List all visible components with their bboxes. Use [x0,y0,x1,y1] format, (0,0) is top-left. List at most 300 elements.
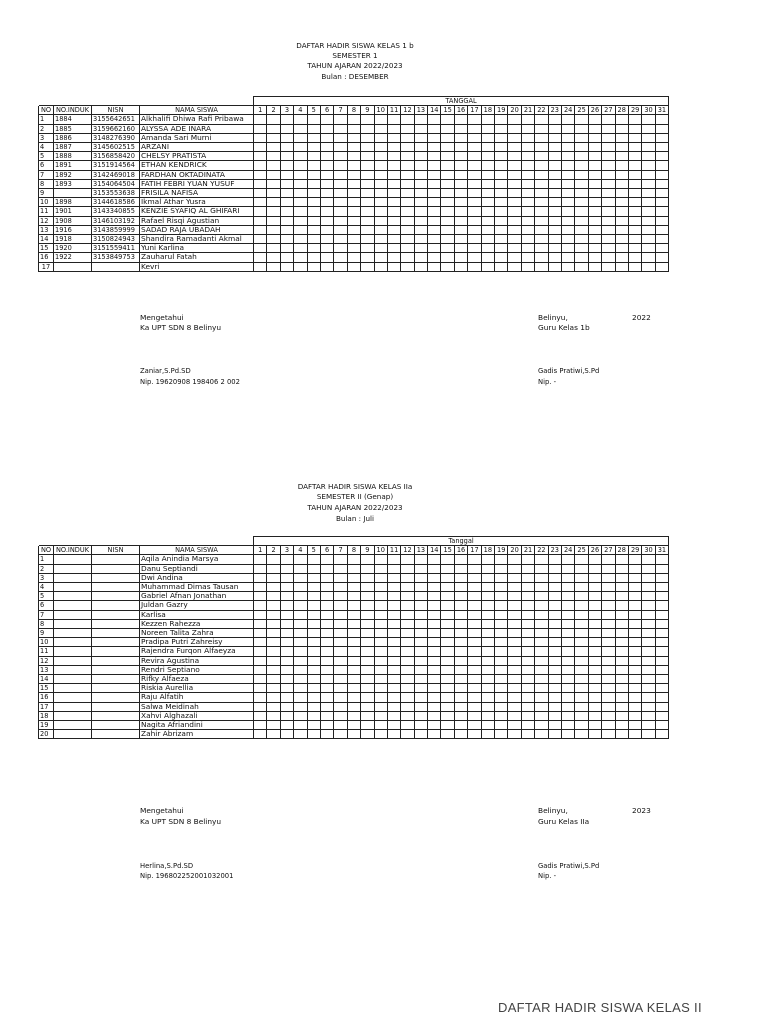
attendance-cell [254,244,267,253]
attendance-cell [588,601,601,610]
attendance-cell [347,702,360,711]
attendance-cell [361,601,374,610]
attendance-cell [548,610,561,619]
attendance-cell [307,253,320,262]
attendance-cell [294,665,307,674]
section2-title: DAFTAR HADIR SISWA KELAS IIa [297,482,413,491]
attendance-cell [254,207,267,216]
attendance-cell [561,253,574,262]
row-nisn: 3146103192 [92,216,140,225]
col-header-day: 16 [454,106,467,115]
row-student-name: Revira Agustina [140,656,254,665]
attendance-cell [280,619,293,628]
attendance-cell [508,161,521,170]
attendance-cell [468,675,481,684]
row-nisn: 3145602515 [92,143,140,152]
attendance-cell [628,656,641,665]
attendance-cell [334,638,347,647]
attendance-cell [307,115,320,124]
attendance-cell [615,115,628,124]
attendance-cell [655,170,668,179]
attendance-cell [428,592,441,601]
attendance-cell [575,189,588,198]
col-header-day: 24 [561,546,574,555]
row-nisn [92,665,140,674]
attendance-cell [441,115,454,124]
section1-teacher-name: Gadis Pratiwi,S.Pd [538,367,600,375]
attendance-cell [441,216,454,225]
attendance-cell [628,235,641,244]
attendance-cell [374,601,387,610]
attendance-cell [495,711,508,720]
attendance-cell [602,170,615,179]
attendance-cell [468,225,481,234]
attendance-cell [454,675,467,684]
attendance-cell [548,702,561,711]
attendance-cell [655,216,668,225]
row-induk [54,684,92,693]
attendance-cell [334,207,347,216]
col-header-day: 27 [602,546,615,555]
attendance-cell [374,555,387,564]
attendance-cell [401,198,414,207]
attendance-cell [254,124,267,133]
attendance-cell [508,262,521,271]
attendance-cell [454,619,467,628]
attendance-cell [575,693,588,702]
attendance-cell [588,665,601,674]
attendance-cell [414,601,427,610]
attendance-cell [454,207,467,216]
attendance-cell [307,244,320,253]
attendance-cell [508,601,521,610]
table-row [39,675,669,684]
attendance-cell [280,583,293,592]
attendance-cell [387,675,400,684]
attendance-cell [334,721,347,730]
attendance-cell [254,693,267,702]
attendance-cell [414,573,427,582]
attendance-cell [454,647,467,656]
attendance-cell [481,583,494,592]
attendance-cell [347,647,360,656]
attendance-cell [267,711,280,720]
attendance-cell [535,675,548,684]
attendance-cell [628,170,641,179]
attendance-cell [481,601,494,610]
attendance-cell [294,647,307,656]
attendance-cell [254,711,267,720]
table-row [39,170,669,179]
attendance-cell [254,573,267,582]
attendance-cell [454,592,467,601]
attendance-cell [642,610,655,619]
attendance-cell [535,262,548,271]
attendance-cell [468,693,481,702]
col-header-nama: NAMA SISWA [140,546,254,555]
attendance-cell [535,253,548,262]
attendance-cell [280,262,293,271]
col-header-day: 28 [615,546,628,555]
attendance-cell [535,730,548,739]
attendance-cell [655,702,668,711]
attendance-cell [347,189,360,198]
row-nisn [92,629,140,638]
col-header-day: 13 [414,546,427,555]
attendance-cell [454,638,467,647]
row-nisn: 3155642651 [92,115,140,124]
row-no: 17 [39,262,54,271]
attendance-cell [428,619,441,628]
attendance-cell [588,244,601,253]
attendance-cell [294,693,307,702]
attendance-cell [320,235,333,244]
attendance-cell [320,702,333,711]
attendance-cell [521,124,534,133]
attendance-cell [495,207,508,216]
attendance-cell [642,656,655,665]
col-header-day: 7 [334,546,347,555]
attendance-cell [387,647,400,656]
attendance-cell [508,170,521,179]
attendance-cell [628,647,641,656]
attendance-cell [508,198,521,207]
col-header-day: 4 [294,546,307,555]
attendance-cell [428,702,441,711]
attendance-cell [655,143,668,152]
attendance-cell [481,143,494,152]
row-induk [54,702,92,711]
attendance-cell [508,564,521,573]
attendance-cell [495,601,508,610]
attendance-cell [267,693,280,702]
attendance-cell [280,638,293,647]
attendance-cell [495,179,508,188]
row-no: 4 [39,143,54,152]
attendance-cell [588,170,601,179]
attendance-cell [575,583,588,592]
attendance-cell [535,244,548,253]
attendance-cell [414,179,427,188]
attendance-cell [320,730,333,739]
attendance-cell [441,573,454,582]
row-induk [54,555,92,564]
attendance-cell [628,161,641,170]
attendance-cell [561,647,574,656]
col-header-day: 14 [428,106,441,115]
attendance-cell [615,629,628,638]
attendance-cell [575,115,588,124]
attendance-cell [615,601,628,610]
attendance-cell [548,693,561,702]
attendance-cell [521,207,534,216]
attendance-cell [655,262,668,271]
attendance-cell [254,730,267,739]
row-no: 11 [39,207,54,216]
col-header-induk: NO.INDUK [54,546,92,555]
attendance-cell [401,555,414,564]
attendance-cell [535,610,548,619]
attendance-cell [548,647,561,656]
attendance-cell [602,198,615,207]
attendance-cell [334,656,347,665]
attendance-cell [575,675,588,684]
attendance-cell [294,198,307,207]
attendance-cell [414,225,427,234]
attendance-cell [387,619,400,628]
attendance-cell [401,610,414,619]
row-nisn [92,555,140,564]
attendance-cell [468,564,481,573]
attendance-cell [267,253,280,262]
attendance-cell [401,207,414,216]
attendance-cell [334,573,347,582]
attendance-cell [454,555,467,564]
attendance-cell [642,583,655,592]
col-header-day: 15 [441,106,454,115]
attendance-cell [642,143,655,152]
attendance-cell [588,684,601,693]
attendance-cell [535,115,548,124]
attendance-cell [548,583,561,592]
attendance-cell [481,638,494,647]
attendance-cell [401,225,414,234]
attendance-cell [588,656,601,665]
attendance-cell [267,244,280,253]
attendance-cell [361,216,374,225]
attendance-cell [655,152,668,161]
attendance-cell [615,702,628,711]
attendance-cell [387,133,400,142]
table-row [39,262,669,271]
attendance-cell [374,583,387,592]
attendance-cell [414,693,427,702]
attendance-cell [334,216,347,225]
attendance-cell [575,133,588,142]
col-header-day: 12 [401,546,414,555]
table-column-header-row [39,106,669,115]
col-header-day: 5 [307,546,320,555]
attendance-cell [307,619,320,628]
attendance-cell [428,198,441,207]
section2-teacher-title: Guru Kelas IIa [538,817,590,826]
attendance-cell [468,730,481,739]
attendance-cell [468,601,481,610]
attendance-cell [655,610,668,619]
attendance-cell [535,564,548,573]
row-nisn: 3154064504 [92,179,140,188]
row-induk [54,189,92,198]
attendance-cell [655,629,668,638]
attendance-cell [267,235,280,244]
attendance-cell [414,583,427,592]
attendance-cell [320,115,333,124]
attendance-cell [320,675,333,684]
attendance-cell [441,675,454,684]
attendance-cell [307,170,320,179]
attendance-cell [655,730,668,739]
attendance-cell [267,124,280,133]
row-induk [54,583,92,592]
attendance-cell [615,711,628,720]
row-no: 8 [39,619,54,628]
attendance-cell [535,693,548,702]
section1-month: Bulan : DESEMBER [321,72,389,81]
attendance-cell [495,235,508,244]
attendance-cell [401,564,414,573]
attendance-cell [602,702,615,711]
attendance-cell [655,189,668,198]
col-header-nisn: NISN [92,546,140,555]
attendance-cell [307,647,320,656]
attendance-cell [334,693,347,702]
attendance-cell [441,684,454,693]
attendance-cell [468,656,481,665]
attendance-cell [615,619,628,628]
row-induk [54,665,92,674]
row-nisn [92,573,140,582]
attendance-cell [334,583,347,592]
attendance-cell [267,610,280,619]
attendance-cell [575,573,588,582]
attendance-cell [588,198,601,207]
attendance-cell [642,684,655,693]
col-header-day: 22 [535,106,548,115]
attendance-cell [454,115,467,124]
attendance-cell [428,555,441,564]
attendance-cell [655,198,668,207]
attendance-cell [561,610,574,619]
attendance-cell [280,601,293,610]
attendance-cell [561,619,574,628]
attendance-cell [468,115,481,124]
attendance-cell [374,133,387,142]
col-header-day: 14 [428,546,441,555]
attendance-cell [642,619,655,628]
attendance-cell [454,244,467,253]
attendance-cell [468,684,481,693]
attendance-cell [575,711,588,720]
attendance-cell [280,693,293,702]
attendance-cell [588,592,601,601]
attendance-cell [374,730,387,739]
section2-teacher-name: Gadis Pratiwi,S.Pd [538,862,600,870]
attendance-cell [280,198,293,207]
attendance-cell [628,693,641,702]
attendance-cell [655,124,668,133]
attendance-cell [280,225,293,234]
attendance-cell [468,262,481,271]
row-induk: 1918 [54,235,92,244]
attendance-cell [387,564,400,573]
attendance-cell [535,656,548,665]
attendance-cell [495,656,508,665]
attendance-cell [280,124,293,133]
attendance-cell [374,198,387,207]
col-header-day: 18 [481,546,494,555]
attendance-cell [642,730,655,739]
attendance-cell [575,216,588,225]
attendance-cell [294,573,307,582]
attendance-cell [655,665,668,674]
attendance-cell [280,656,293,665]
col-header-day: 30 [642,106,655,115]
attendance-cell [320,262,333,271]
section2-school-year: TAHUN AJARAN 2022/2023 [307,503,403,512]
attendance-cell [361,629,374,638]
header-blank-cell [39,537,254,546]
attendance-cell [628,665,641,674]
attendance-cell [428,564,441,573]
attendance-cell [481,665,494,674]
attendance-cell [401,244,414,253]
row-student-name: ALYSSA ADE INARA [140,124,254,133]
section1-teacher-nip: Nip. - [538,378,557,386]
row-induk [54,262,92,271]
attendance-cell [561,161,574,170]
row-nisn [92,656,140,665]
attendance-cell [320,189,333,198]
attendance-cell [481,573,494,582]
attendance-cell [387,583,400,592]
row-no: 18 [39,711,54,720]
attendance-cell [428,601,441,610]
attendance-cell [481,253,494,262]
table-row [39,629,669,638]
attendance-cell [628,143,641,152]
attendance-cell [561,189,574,198]
col-header-day: 19 [495,546,508,555]
attendance-cell [414,665,427,674]
attendance-cell [628,564,641,573]
attendance-cell [280,573,293,582]
attendance-cell [347,711,360,720]
table-row [39,179,669,188]
attendance-cell [481,693,494,702]
attendance-cell [602,133,615,142]
table-row [39,693,669,702]
attendance-cell [575,638,588,647]
attendance-cell [374,244,387,253]
section2-principal-name: Herlina,S.Pd.SD [140,862,194,870]
attendance-cell [628,124,641,133]
attendance-cell [347,619,360,628]
attendance-cell [347,161,360,170]
row-nisn: 3151559411 [92,244,140,253]
attendance-cell [428,152,441,161]
row-student-name: CHELSY PRATISTA [140,152,254,161]
attendance-cell [535,647,548,656]
col-header-day: 13 [414,106,427,115]
attendance-cell [615,244,628,253]
attendance-cell [548,619,561,628]
row-student-name: KENZIE SYAFIQ AL GHIFARI [140,207,254,216]
attendance-cell [307,656,320,665]
attendance-cell [307,152,320,161]
attendance-cell [481,730,494,739]
attendance-cell [468,555,481,564]
attendance-cell [561,583,574,592]
attendance-cell [588,711,601,720]
attendance-cell [428,638,441,647]
attendance-cell [655,235,668,244]
attendance-cell [347,592,360,601]
attendance-cell [535,189,548,198]
attendance-cell [468,665,481,674]
attendance-cell [401,711,414,720]
attendance-cell [561,711,574,720]
attendance-cell [535,207,548,216]
